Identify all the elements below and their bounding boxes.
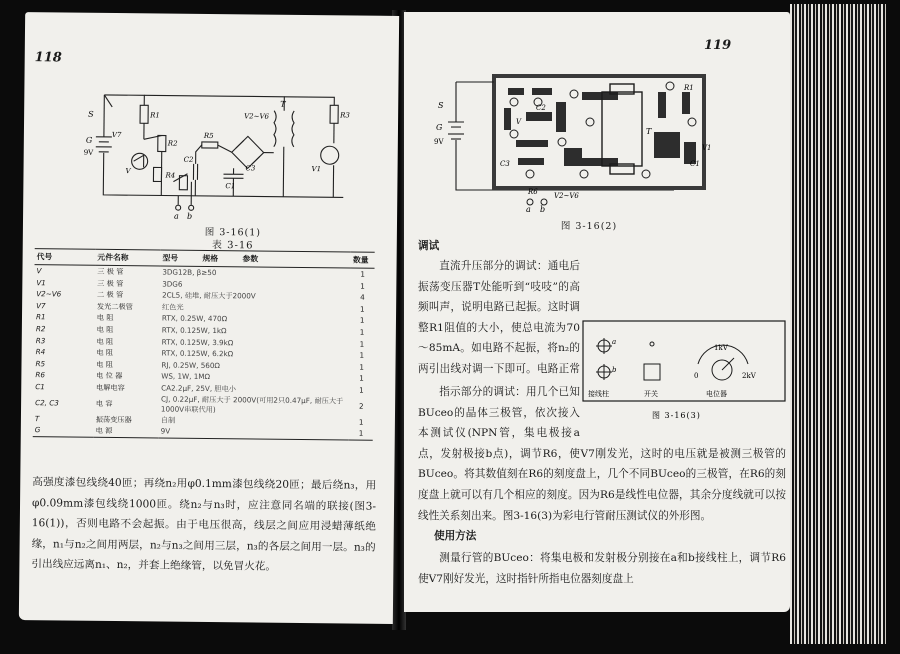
panel-label-b: b <box>612 366 617 374</box>
circuit-board-photo <box>434 62 724 212</box>
cell-code: V <box>36 266 42 276</box>
left-page <box>19 12 399 624</box>
cell-qty: 1 <box>359 327 365 337</box>
label-c3: C3 <box>245 164 256 173</box>
cell-code: T <box>34 413 40 423</box>
board-label-v: V <box>516 118 522 126</box>
cell-name: 电解电容 <box>96 382 125 393</box>
paragraph-text: 直流升压部分的调试：通电后振荡变压器T处能听到“吱吱”的高频叫声，说明电路已起振。这时调整R1阻值的大小，使总电流为70～85mA。如电路不起振，将n₂的两引出线对调一下即可。电路正常 <box>418 260 580 375</box>
label-s: S <box>88 109 94 119</box>
cell-qty: 1 <box>359 362 365 372</box>
label-c1: C1 <box>225 182 236 191</box>
cell-code: C2, C3 <box>35 397 59 408</box>
figure-caption: 图 3-16(1) <box>204 226 262 239</box>
label-g-voltage: 9V <box>83 148 94 157</box>
panel-label-terminal: 接线柱 <box>588 390 609 398</box>
table-header-param: 参数 <box>242 254 259 264</box>
panel-scale-max: 2kV <box>742 372 756 380</box>
label-a: a <box>174 211 179 221</box>
cell-code: V7 <box>36 300 46 311</box>
cell-name: 电 源 <box>94 425 159 438</box>
cell-spec: CJ, 0.22μF, 耐压大于 2000V(可用2只0.47μF, 耐压大于1000V串联代用) <box>160 394 344 414</box>
cell-qty: 1 <box>359 385 364 395</box>
board-label-b: b <box>540 205 546 212</box>
cell-spec: 红色光 <box>161 302 184 312</box>
label-r1: R1 <box>150 111 160 120</box>
panel-label-switch: 开关 <box>644 390 658 398</box>
cell-spec: 2CL5, 硅堆, 耐压大于2000V <box>162 290 256 301</box>
paragraph: 高强度漆包线绕40匝；再绕n₂用φ0.1mm漆包线绕20匝；最后绕n₃，用φ0.09mm漆包线绕1000匝。绕n₂与n₃时，应注意同名端的联接(图3-16(1))，否则电路不会起振。由于电压很高，线层之间应用浸蜡薄纸绝缘，n₁与n₂之间用两层，n₂与n₃之间用三层，n₃的各层之间用一层。n₃的引出线应远离n₁、n₂，并套上绝缘管，以免冒火花。 <box>31 476 377 574</box>
cell-code: G <box>33 424 94 437</box>
page-number-right: 119 <box>704 38 732 53</box>
label-r3: R3 <box>340 111 350 120</box>
board-label-v2-v6: V2~V6 <box>554 192 579 200</box>
table-body <box>33 265 375 440</box>
cell-code: R1 <box>35 312 46 322</box>
cell-name: 振荡变压器 <box>95 414 132 424</box>
cell-spec: RTX, 0.125W, 1kΩ <box>161 325 227 336</box>
board-label-s: S <box>438 101 444 110</box>
right-page <box>404 12 790 612</box>
cell-name: 电 容 <box>95 398 113 408</box>
cell-code: R2 <box>35 324 46 334</box>
table-header-cell <box>160 250 351 268</box>
panel-scale-mid: 1kV <box>714 344 728 352</box>
cell-code: V2~V6 <box>36 289 62 299</box>
body-text-left <box>31 472 376 579</box>
cell-spec: RTX, 0.125W, 3.9kΩ <box>161 337 234 347</box>
panel-scale-min: 0 <box>694 372 699 380</box>
table-caption: 表 3-16 <box>211 240 254 252</box>
cell-spec: CA2.2μF, 25V, 胆电小 <box>161 383 237 394</box>
cell-qty: 1 <box>359 350 365 360</box>
page-number-left: 118 <box>34 50 62 66</box>
circuit-diagram <box>83 77 384 222</box>
board-label-c2: C2 <box>536 104 546 112</box>
section-title: 调试 <box>418 240 440 252</box>
label-r2: R2 <box>167 139 178 148</box>
label-r4: R4 <box>165 171 176 180</box>
cell-spec: RTX, 0.25W, 470Ω <box>161 313 228 324</box>
cell-qty: 1 <box>358 417 364 427</box>
cell-spec: 自制 <box>160 415 176 425</box>
cell-name: 三 极 管 <box>97 266 124 277</box>
page-edges <box>790 4 886 644</box>
board-label-r6: R6 <box>528 188 538 196</box>
table-header-cell: 元件名称 <box>95 249 160 266</box>
label-v: V <box>125 167 131 176</box>
body-text-right-2 <box>418 382 786 524</box>
cell-spec: RJ, 0.25W, 560Ω <box>161 360 221 370</box>
label-v1: V1 <box>311 165 322 174</box>
cell-code: R6 <box>35 370 46 380</box>
cell-code: R4 <box>35 347 46 357</box>
cell-code: V1 <box>36 277 46 287</box>
cell-code: R5 <box>35 358 46 369</box>
cell-qty: 1 <box>359 339 365 349</box>
cell-name: 二 极 管 <box>97 290 124 300</box>
cell-qty: 1 <box>360 269 366 279</box>
figure-spacer <box>580 382 786 424</box>
panel-label-pot: 电位器 <box>706 390 727 398</box>
label-t: T <box>280 99 286 109</box>
figure-caption: 图 3-16(3) <box>652 411 701 420</box>
paragraph-text: 测量行管的BUceo：将集电极和发射极分别接在a和b接线柱上，调节R6使V7刚好发光，这时指针所指电位器刻度盘上 <box>418 552 786 585</box>
cell-spec: RTX, 0.125W, 6.2kΩ <box>161 348 234 359</box>
label-v2-v6: V2~V6 <box>244 112 270 121</box>
label-r5: R5 <box>203 131 214 141</box>
board-label-v1: V1 <box>702 144 712 152</box>
cell-name: 电 位 器 <box>96 371 123 381</box>
cell-qty: 1 <box>359 315 365 326</box>
cell-spec: WS, 1W, 1MΩ <box>161 371 211 382</box>
cell-qty: 4 <box>360 292 365 302</box>
panel-label-a: a <box>612 338 617 346</box>
paragraph-text: 指示部分的调试：用几个已知BUceo的晶体三极管，依次接入本测试仪(NPN管，集电极接a点，发射极接b点)，调节R6，使V7刚发光，这时的电压就是被测三极管的BUceo。将其数值刻在R6的刻度盘上，几个不同BUceo的三极管，在R6的刻度盘上就可以有几个相应的刻度。因为R6是线性电位器，其余分度线就可以按线性关系刻出来。图3-16(3)为彩电行管耐压测试仪的外形图。 <box>418 386 786 522</box>
cell-code: R3 <box>35 335 46 345</box>
cell-qty: 1 <box>360 281 365 291</box>
cell-name: 发光二极管 <box>96 301 133 311</box>
label-c2: C2 <box>183 155 194 164</box>
cell-name: 电 阻 <box>96 336 114 346</box>
cell-qty: 1 <box>349 428 373 440</box>
component-table <box>33 248 375 440</box>
board-label-c1: C1 <box>690 160 700 168</box>
label-g: G <box>85 135 93 145</box>
board-label-a: a <box>526 205 531 212</box>
cell-name: 电 阻 <box>96 359 114 369</box>
table-header-cell: 代号 <box>35 249 96 266</box>
cell-name: 电 阻 <box>96 324 114 334</box>
cell-spec: 9V <box>159 426 350 440</box>
figure-caption: 图 3-16(2) <box>560 221 618 232</box>
board-label-g: G <box>436 123 443 132</box>
section-title: 使用方法 <box>434 530 477 542</box>
cell-spec: 3DG6 <box>162 279 183 289</box>
table-header-model: 型号 <box>162 253 179 263</box>
paragraph <box>418 548 786 589</box>
board-label-t: T <box>646 127 652 136</box>
cell-name: 三 极 管 <box>97 278 124 288</box>
table-header-spec: 规格 <box>202 253 219 264</box>
label-b: b <box>187 211 193 221</box>
table-header-cell: 数量 <box>351 252 375 268</box>
board-label-g-voltage: 9V <box>434 138 444 146</box>
cell-qty: 1 <box>359 304 365 314</box>
table-row <box>33 424 373 440</box>
cell-spec: 3DG12B, β≥50 <box>162 267 217 278</box>
cell-name: 电 阻 <box>96 313 114 323</box>
body-text-right-3 <box>418 548 786 589</box>
cell-qty: 1 <box>359 373 364 383</box>
board-label-r1: R1 <box>684 84 694 92</box>
label-v7: V7 <box>111 130 122 140</box>
board-label-c3: C3 <box>500 160 510 168</box>
cell-code: C1 <box>35 382 45 392</box>
cell-name: 电 阻 <box>96 347 114 358</box>
cell-qty: 2 <box>358 401 364 411</box>
